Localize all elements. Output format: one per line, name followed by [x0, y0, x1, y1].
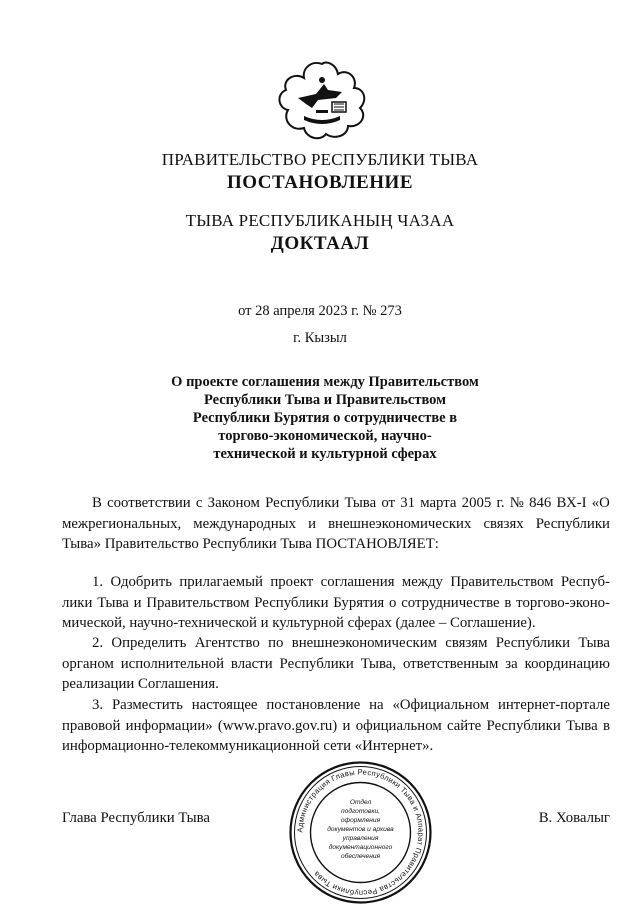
paragraph-line: В соответствии с Законом Республики Тыва от 31 марта 2005 г. № 846 ВХ-I «О — [92, 495, 610, 511]
paragraph-item-1 — [62, 572, 610, 634]
title-line: технической и культурной сферах — [213, 446, 437, 462]
paragraph-item-2 — [62, 633, 610, 695]
coat-of-arms-emblem — [276, 58, 368, 142]
signature-position: Глава Республики Тыва — [62, 810, 210, 826]
seal-inner-line: оформления — [340, 817, 381, 824]
paragraph-line: реализации Соглашения. — [62, 676, 219, 692]
paragraph-line: 3. Разместить настоящее постановление на «Официальном интернет-портале — [92, 697, 610, 713]
document-title — [150, 373, 500, 463]
paragraph-line: межрегиональных, международных и внешнеэкономических связях Республики — [62, 515, 610, 532]
document-type-ru: ПОСТАНОВЛЕНИЕ — [226, 172, 414, 193]
seal-inner-line: управления — [342, 835, 379, 842]
document-city: г. Кызыл — [293, 330, 347, 346]
paragraph-intro — [62, 493, 610, 555]
paragraph-line: информационно-телекоммуникационной сети «Интернет». — [62, 738, 434, 754]
seal-inner-line: Отдел — [349, 799, 372, 806]
paragraph-item-3 — [62, 695, 610, 757]
title-line: Республики Тыва и Правительством — [203, 392, 447, 408]
official-seal-stamp — [288, 760, 433, 905]
paragraph-line: Тыва» Правительство Республики Тыва ПОСТАНОВЛЯЕТ: — [62, 536, 439, 552]
seal-inner-line: подготовки, — [341, 808, 380, 815]
seal-inner-line: документов и архива — [327, 826, 394, 833]
title-line: Республики Бурятия о сотрудничестве в — [192, 410, 458, 426]
paragraph-line: органом исполнительной власти Республики Тыва, ответственным за координацию — [62, 655, 610, 672]
seal-inner-line: обеспечения — [340, 853, 381, 860]
title-line: О проекте соглашения между Правительством — [171, 374, 479, 390]
seal-outer-text: Администрация Главы Республики Тыва и Аппарат Правительства Республики Тыва — [295, 767, 426, 898]
government-name-ru: ПРАВИТЕЛЬСТВО РЕСПУБЛИКИ ТЫВА — [161, 150, 479, 169]
government-name-tyv: ТЫВА РЕСПУБЛИКАНЫҢ ЧАЗАА — [185, 211, 455, 230]
paragraph-line: лики Тыва и Правительством Республики Бурятия о сотрудничестве в торгово-эконо- — [62, 594, 610, 611]
document-type-tyv: ДОКТААЛ — [270, 233, 370, 254]
title-line: торгово-экономической, научно- — [218, 428, 432, 444]
paragraph-line: мической, научно-технической и культурной сферах (далее – Соглашение). — [62, 615, 536, 631]
seal-inner-line: документационного — [328, 844, 393, 851]
paragraph-line: 2. Определить Агентство по внешнеэкономическим связям Республики Тыва — [92, 635, 610, 651]
document-date-number: от 28 апреля 2023 г. № 273 — [238, 303, 402, 319]
paragraph-line: правовой информации» (www.pravo.gov.ru) и официальном сайте Республики Тыва в — [62, 717, 610, 734]
signature-name: В. Ховалыг — [538, 810, 610, 826]
paragraph-line: 1. Одобрить прилагаемый проект соглашения между Правительством Респуб- — [92, 574, 610, 590]
